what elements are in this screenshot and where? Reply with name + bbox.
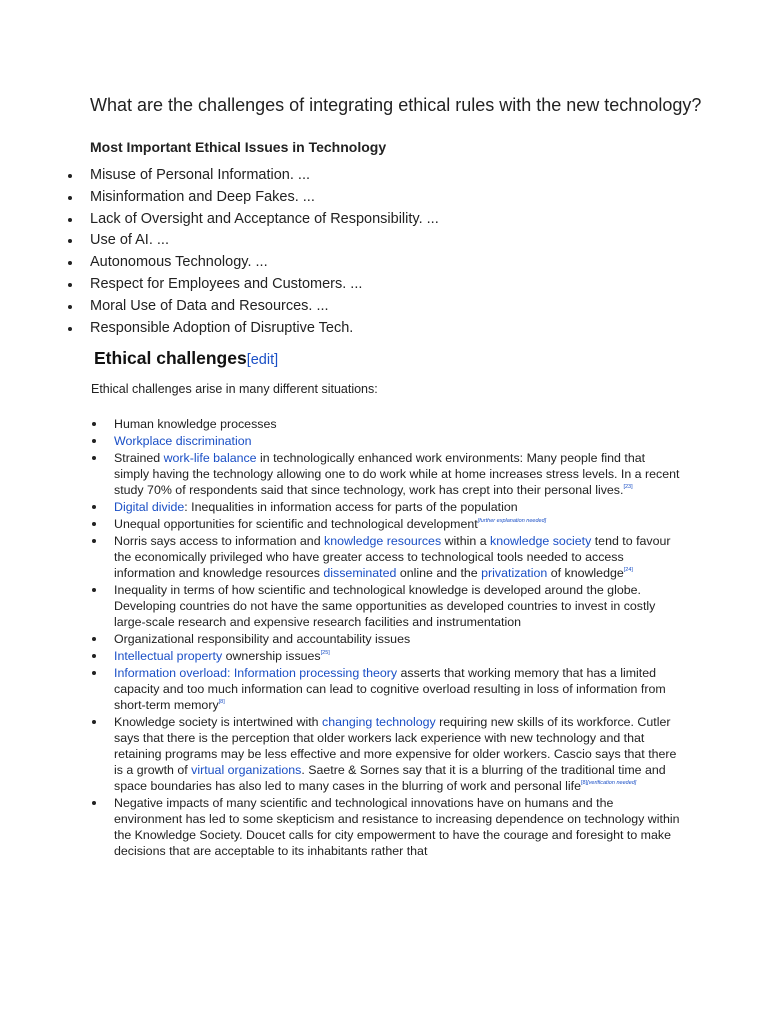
edit-bracket-open: [	[246, 352, 251, 368]
list-item: Respect for Employees and Customers. ...	[90, 274, 439, 296]
list-item: Negative impacts of many scientific and technological innovations have on humans and the environment has led to some skepticism and resistance to increasing dependence on technology within the Knowledge Society. Doucet calls for city empowerment to have the courage and foresight to make decisions that are acceptable to its inhabitants rather that	[114, 795, 682, 859]
list-item	[114, 433, 682, 449]
knowledge-resources-link[interactable]: knowledge resources	[324, 534, 442, 548]
list-item: Use of AI. ...	[90, 230, 439, 252]
explanation-needed-note[interactable]: [further explanation needed]	[477, 518, 547, 524]
list-text: tend to favour the economically privileged who have greater access to technological tools needed to access information and knowledge resources	[114, 534, 671, 580]
citation-ref[interactable]: [8]	[218, 699, 225, 705]
list-text: online and the	[396, 566, 482, 580]
list-item: Organizational responsibility and accountability issues	[114, 631, 682, 647]
citation-ref[interactable]: [8]	[580, 780, 588, 786]
changing-technology-link[interactable]: changing technology	[322, 715, 436, 729]
work-life-balance-link[interactable]: work-life balance	[163, 451, 257, 465]
list-item	[114, 533, 682, 581]
list-item: Responsible Adoption of Disruptive Tech.	[90, 318, 439, 340]
virtual-organizations-link[interactable]: virtual organizations	[191, 763, 302, 777]
privatization-link[interactable]: privatization	[481, 566, 548, 580]
list-item: Lack of Oversight and Acceptance of Responsibility. ...	[90, 209, 439, 231]
list-item: Autonomous Technology. ...	[90, 252, 439, 274]
list-item	[114, 665, 682, 713]
list-item	[114, 450, 682, 498]
link-separator: :	[226, 666, 234, 680]
issues-subtitle: Most Important Ethical Issues in Technology	[90, 139, 387, 155]
section-heading	[94, 348, 278, 369]
citation-ref[interactable]: [24]	[623, 567, 633, 573]
list-item	[114, 499, 682, 515]
disseminated-link[interactable]: disseminated	[323, 566, 397, 580]
list-item: Human knowledge processes	[114, 416, 682, 432]
citation-ref[interactable]: [25]	[320, 650, 330, 656]
list-item: Moral Use of Data and Resources. ...	[90, 296, 439, 318]
list-text: requiring new skills of its workforce. Cutler says that there is the perception that older workers lack experience with new technology and that retaining programs may be less effective and more expensive for older workers. Cascio says that there is a growth of	[114, 715, 677, 777]
list-text: within a	[441, 534, 491, 548]
list-text: Knowledge society is intertwined with	[114, 715, 322, 729]
intellectual-property-link[interactable]: Intellectual property	[114, 649, 223, 663]
list-text: ownership issues	[222, 649, 321, 663]
list-item: Misuse of Personal Information. ...	[90, 165, 439, 187]
list-text: Unequal opportunities for scientific and technological development	[114, 517, 478, 531]
knowledge-society-link[interactable]: knowledge society	[490, 534, 592, 548]
list-item: Inequality in terms of how scientific and technological knowledge is developed around the globe. Developing countries do not have the same opportunities as developed countries to invest in costly large-scale research and expensive research facilities and instrumentation	[114, 582, 682, 630]
verification-needed-note[interactable]: [verification needed]	[587, 780, 637, 786]
list-text: in technologically enhanced work environments: Many people find that simply having the technology allowing one to do work while at home increases stress levels. In a recent study 70% of respondents said that since technology, work has crept into their personal lives.	[114, 451, 680, 497]
ethical-issues-list	[90, 165, 439, 339]
list-text: Norris says access to information and	[114, 534, 325, 548]
question-title: What are the challenges of integrating ethical rules with the new technology?	[90, 95, 702, 115]
section-heading-text: Ethical challenges	[94, 348, 247, 368]
information-processing-theory-link[interactable]: Information processing theory	[233, 666, 398, 680]
workplace-discrimination-link[interactable]: Workplace discrimination	[114, 434, 252, 448]
list-item	[114, 648, 682, 664]
digital-divide-link[interactable]: Digital divide	[114, 500, 185, 514]
section-intro: Ethical challenges arise in many different situations:	[91, 382, 378, 396]
ethical-challenges-list	[114, 416, 682, 860]
edit-bracket-close: ]	[274, 352, 279, 368]
list-text: : Inequalities in information access for parts of the population	[184, 500, 518, 514]
list-text: . Saetre & Sornes say that it is a blurring of the traditional time and space boundaries has also led to many cases in the blurring of work and personal life	[114, 763, 666, 793]
list-text: asserts that working memory that has a limited capacity and too much information can lead to cognitive overload resulting in loss of information from short-term memory	[114, 666, 666, 712]
list-item	[114, 516, 682, 532]
edit-link[interactable]: edit	[250, 352, 275, 368]
list-item	[114, 714, 682, 794]
citation-ref[interactable]: [23]	[623, 484, 633, 490]
list-text: of knowledge	[547, 566, 624, 580]
list-text: Strained	[114, 451, 164, 465]
information-overload-link[interactable]: Information overload	[114, 666, 227, 680]
list-item: Misinformation and Deep Fakes. ...	[90, 187, 439, 209]
